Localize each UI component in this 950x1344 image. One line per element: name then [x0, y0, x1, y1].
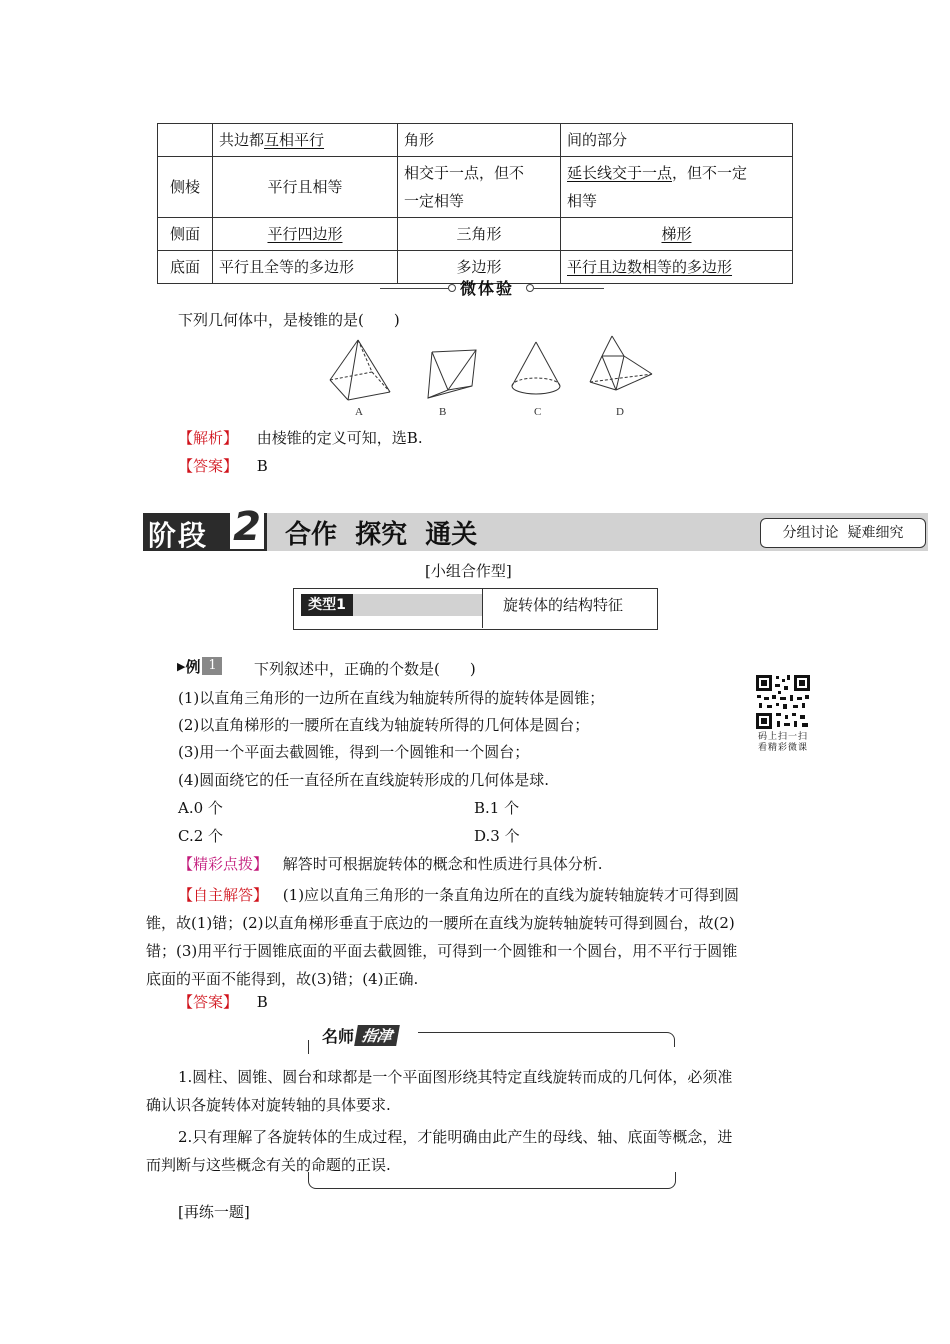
- example-stem: 下列叙述中，正确的个数是( ): [254, 660, 476, 678]
- example-number: 1: [202, 657, 222, 675]
- stage-title: 合作 探究 通关: [285, 520, 478, 550]
- self-answer: 【自主解答】 (1)应以直角三角形的一条直角边所在的直线为旋转轴旋转才可得到圆 锥，故(1)错；(2)以直角梯形垂直于底边的一腰所在直线为旋转轴旋转可得到圆台，故(2) 错；(3)用平行于圆锥底面的平面去截圆锥，可得到一个圆锥和一个圆台，用不平行于圆锥 底面的平面不能得到，故(3)错；(4)正确.: [146, 886, 740, 988]
- table-cell: 平行且全等的多边形: [213, 251, 398, 284]
- mentor-paragraph: 1.圆柱、圆锥、圆台和球都是一个平面图形绕其特定直线旋转而成的几何体，必须准 确认识各旋转体对旋转轴的具体要求. 2.只有理解了各旋转体的生成过程，才能明确由此产生的母线、轴、底面等概念，进 而判断与这些概念有关的命题的正误.: [146, 1068, 733, 1174]
- heading-rule-left: [380, 288, 448, 289]
- table-cell: 平行四边形: [213, 218, 398, 251]
- answer-text: B: [256, 993, 268, 1011]
- answer-tag: 【答案】: [178, 457, 239, 475]
- answer-tag: 【答案】: [178, 993, 239, 1011]
- table-cell: 延长线交于一点，但不一定 相等: [561, 157, 793, 218]
- example-item: (1)以直角三角形的一边所在直线为轴旋转所得的旋转体是圆锥；: [178, 689, 605, 707]
- type-tag: 类型1: [301, 594, 353, 616]
- table-row: [158, 157, 793, 218]
- fig-label: C: [534, 406, 542, 418]
- answer-text: B: [256, 457, 268, 475]
- table-cell: 平行且边数相等的多边形: [561, 251, 793, 284]
- mini-question: 下列几何体中，是棱锥的是( ): [178, 311, 400, 329]
- table-cell: 间的部分: [561, 124, 793, 157]
- comparison-table: [157, 123, 793, 284]
- mini-heading: [380, 276, 605, 300]
- table-cell: 多边形: [398, 251, 561, 284]
- table-cell: 相交于一点，但不 一定相等: [398, 157, 561, 218]
- option-d: D.3 个: [474, 827, 520, 845]
- table-cell: 角形: [398, 124, 561, 157]
- table-row-label: 侧棱: [158, 157, 213, 218]
- mini-answer: [178, 455, 268, 476]
- table-cell: 梯形: [561, 218, 793, 251]
- fig-label: A: [355, 406, 363, 418]
- mentor-frame-top: [418, 1032, 675, 1047]
- mini-analysis: [178, 427, 423, 448]
- table-cell: 平行且相等: [213, 157, 398, 218]
- option-c: C.2 个: [178, 827, 224, 845]
- example-item: (4)圆面绕它的任一直径所在直线旋转形成的几何体是球.: [178, 771, 550, 789]
- fig-label: B: [439, 406, 447, 418]
- circle-icon: [526, 284, 534, 292]
- option-a: A.0 个: [178, 799, 223, 817]
- fig-label: D: [616, 406, 624, 418]
- solids-figure: [320, 330, 665, 425]
- table-cell: [158, 124, 213, 157]
- analysis-text: 由棱锥的定义可知，选B.: [256, 429, 423, 447]
- hint-line: [178, 853, 603, 874]
- example-tag: ▶ 例 1: [177, 656, 222, 676]
- mini-heading-text: 微体验: [460, 279, 515, 298]
- table-cell: 三角形: [398, 218, 561, 251]
- stage-right-label: 分组讨论 疑难细究: [760, 518, 926, 548]
- arrow-icon: ▶: [177, 659, 186, 673]
- type-title: 旋转体的结构特征: [503, 596, 624, 614]
- option-b: B.1 个: [474, 799, 520, 817]
- stage-label: 阶段: [148, 519, 209, 552]
- table-row-label: 底面: [158, 251, 213, 284]
- table-row: [158, 218, 793, 251]
- analysis-tag: 【解析】: [178, 429, 239, 447]
- group-label: [小组合作型]: [425, 562, 512, 580]
- example-item: (2)以直角梯形的一腰所在直线为轴旋转所得的几何体是圆台；: [178, 716, 590, 734]
- example-answer: [178, 991, 268, 1012]
- cone-figure-c: [512, 342, 560, 394]
- mentor-frame-left: [308, 1040, 319, 1054]
- mentor-title: 名师 指津: [322, 1024, 398, 1047]
- heading-rule-right: [534, 288, 604, 289]
- circle-icon: [448, 284, 456, 292]
- hint-text: 解答时可根据旋转体的概念和性质进行具体分析.: [282, 855, 603, 873]
- hint-tag: 【精彩点拨】: [178, 855, 269, 873]
- type-divider: [482, 588, 483, 628]
- pyramid-figure-a: [330, 340, 390, 400]
- practice-label: [再练一题]: [178, 1203, 250, 1221]
- solid-figure-d: [590, 336, 652, 390]
- example-item: (3)用一个平面去截圆锥，得到一个圆锥和一个圆台；: [178, 743, 530, 761]
- qr-code-icon[interactable]: [754, 673, 812, 731]
- self-tag: 【自主解答】: [178, 886, 269, 904]
- stage-number: 2: [230, 505, 264, 549]
- table-cell: 共边都互相平行: [213, 124, 398, 157]
- table-row-label: 侧面: [158, 218, 213, 251]
- solid-figure-b: [428, 350, 476, 398]
- qr-caption: 码上扫一扫 看精彩微课: [757, 732, 808, 753]
- table-row: [158, 124, 793, 157]
